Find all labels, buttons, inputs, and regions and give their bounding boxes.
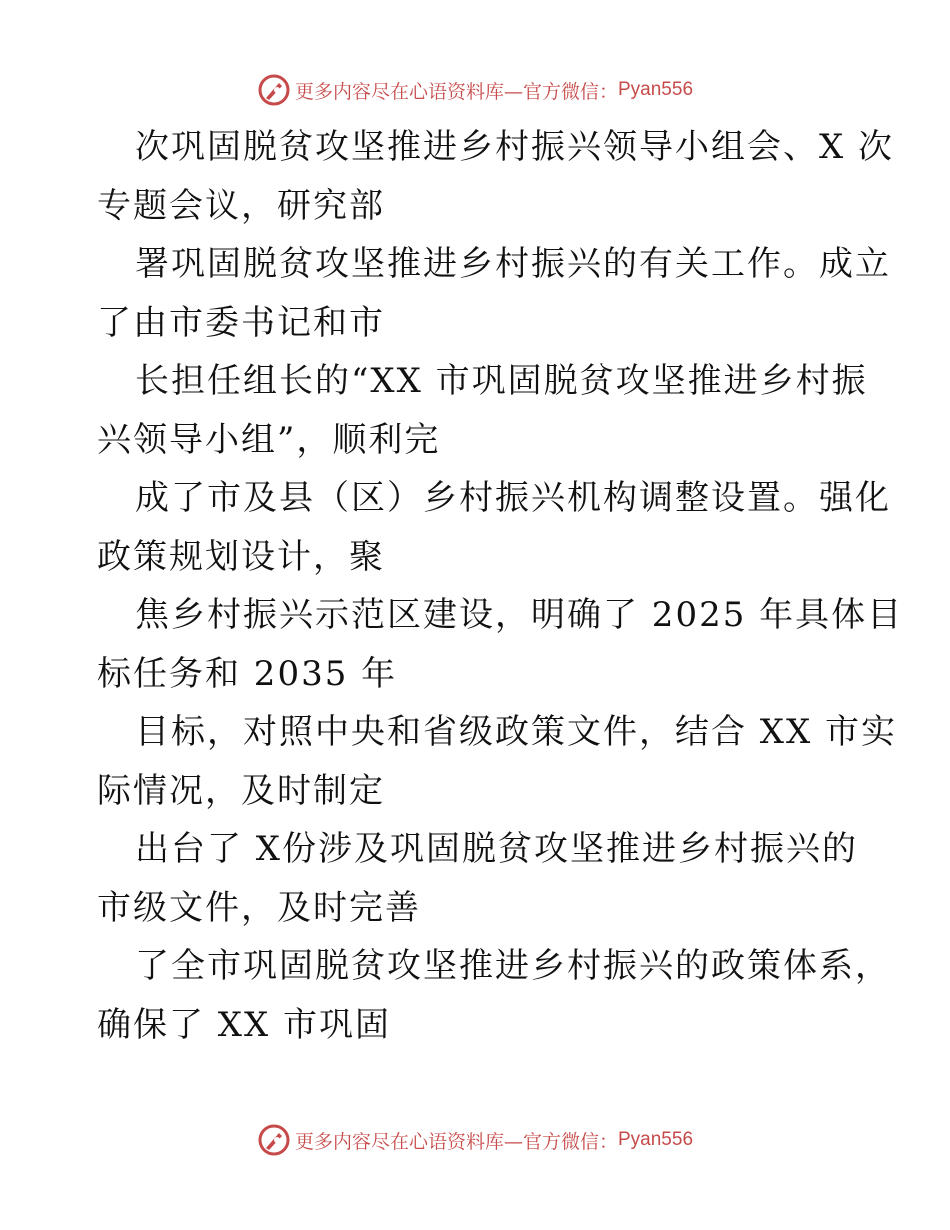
text-line: 了全市巩固脱贫攻坚推进乡村振兴的政策体系， [135,946,891,986]
text-line: 成了市及县（区）乡村振兴机构调整设置。强化 [135,478,891,518]
watermark-wechat-id: Pyan556 [618,79,694,100]
text-line: 长担任组长的“XX 市巩固脱贫攻坚推进乡村振 [135,361,868,401]
footer-watermark [0,1120,950,1160]
text-line: 专题会议，研究部 [97,185,385,226]
pen-logo-icon [257,1123,291,1157]
watermark-text: 更多内容尽在心语资料库—官方微信： [294,1130,618,1153]
text-line: 目标，对照中央和省级政策文件，结合 XX 市实 [135,712,898,752]
header-watermark [0,70,950,110]
text-line: 焦乡村振兴示范区建设，明确了 2025 年具体目 [135,595,904,635]
text-line: 了由市委书记和市 [97,302,385,343]
text-line: 确保了 XX 市巩固 [97,1004,392,1045]
document-body [97,118,904,1054]
watermark-text: 更多内容尽在心语资料库—官方微信： [294,80,618,103]
text-line: 标任务和 2035 年 [97,653,398,694]
text-line: 次巩固脱贫攻坚推进乡村振兴领导小组会、X 次 [135,127,895,167]
text-line: 政策规划设计，聚 [97,536,385,577]
text-line: 署巩固脱贫攻坚推进乡村振兴的有关工作。成立 [135,244,891,284]
text-line: 出台了 X份涉及巩固脱贫攻坚推进乡村振兴的 [135,829,859,869]
text-line: 际情况，及时制定 [97,770,385,811]
text-line: 市级文件，及时完善 [97,887,421,928]
text-line: 兴领导小组”，顺利完 [97,419,441,460]
pen-logo-icon [257,73,291,107]
watermark-wechat-id: Pyan556 [618,1129,694,1150]
